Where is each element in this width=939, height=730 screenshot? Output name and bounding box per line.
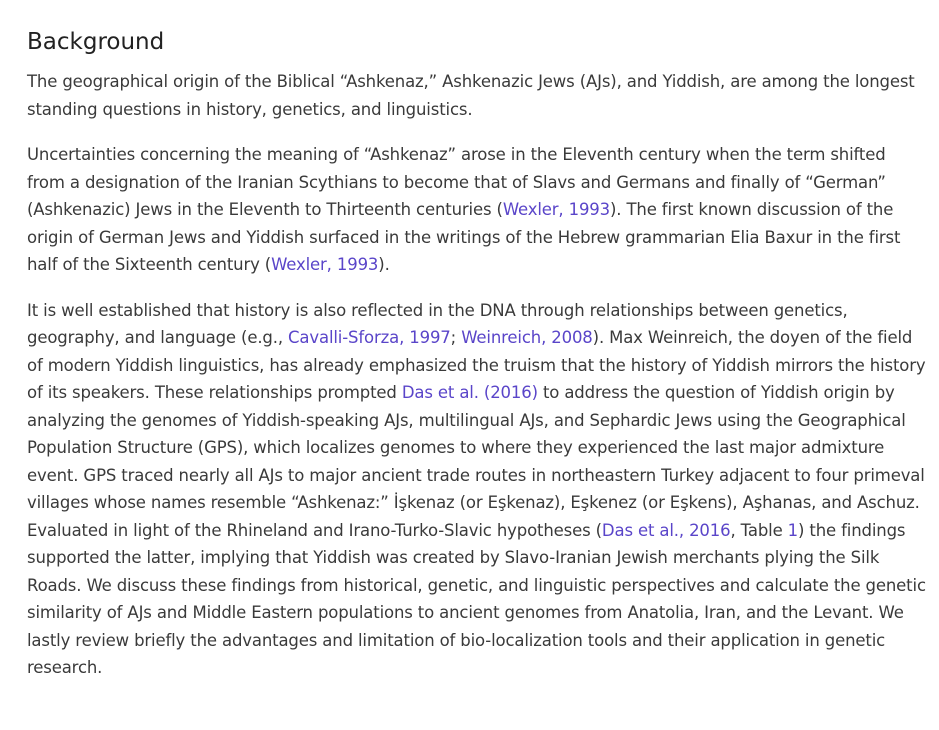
citation-link-wexler-1993[interactable]: Wexler, 1993 — [271, 255, 379, 274]
paragraph-text: ). Max Weinreich, the doyen of the field of modern Yiddish linguistics, has already emphasized the truism that the history of Yiddish mirrors the history of its speakers. These relationships prompted — [27, 328, 926, 402]
paragraph-text: to address the question of Yiddish origin by analyzing the genomes of Yiddish-speaking AJs, multilingual AJs, and Sephardic Jews using the Geographical Population Structure (GPS), which localizes genomes to where they experienced the last major admixture event. GPS traced nearly all AJs to major ancient trade routes in northeastern Turkey adjacent to four primeval villages whose names resemble “Ashkenaz:” İşkenaz (or Eşkenaz), Eşkenez (or Eşkens), Aşhanas, and Aschuz. Evaluated in light of the Rhineland and Irano-Turko-Slavic hypotheses ( — [27, 383, 925, 540]
paragraph-text: It is well established that history is also reflected in the DNA through relationships between genetics, geography, and language (e.g., — [27, 300, 848, 347]
citation-link-wexler-1993[interactable]: Wexler, 1993 — [502, 200, 610, 219]
paragraph-3 — [27, 297, 927, 682]
paragraph-text: ) the findings supported the latter, implying that Yiddish was created by Slavo-Iranian Jewish merchants plying the Silk Roads. We discuss these findings from historical, genetic, and linguistic perspectives and calculate the genetic similarity of AJs and Middle Eastern populations to ancient genomes from Anatolia, Iran, and the Levant. We lastly review briefly the advantages and limitation of bio-localization tools and their application in genetic research. — [27, 520, 926, 677]
paragraph-text: Uncertainties concerning the meaning of “Ashkenaz” arose in the Eleventh century when the term shifted from a designation of the Iranian Scythians to become that of Slavs and Germans and finally of “German” (Ashkenazic) Jews in the Eleventh to Thirteenth centuries ( — [27, 145, 886, 219]
citation-link-das-2016[interactable]: Das et al. (2016) — [401, 383, 538, 402]
paragraph-text: ). The first known discussion of the origin of German Jews and Yiddish surfaced in the writings of the Hebrew grammarian Elia Baxur in the first half of the Sixteenth century ( — [27, 200, 901, 274]
citation-link-cavalli-sforza-1997[interactable]: Cavalli-Sforza, 1997 — [288, 328, 451, 347]
paragraph-text: ; — [450, 328, 462, 347]
citation-link-das-2016[interactable]: Das et al., 2016 — [601, 520, 731, 540]
table-1-link[interactable]: 1 — [787, 520, 799, 540]
section-heading: Background — [27, 29, 165, 55]
paragraph-2 — [27, 141, 927, 279]
citation-link-weinreich-2008[interactable]: Weinreich, 2008 — [461, 328, 593, 347]
paragraph-text: ). — [378, 255, 390, 274]
paragraph-1 — [27, 68, 927, 123]
paragraph-text: The geographical origin of the Biblical “Ashkenaz,” Ashkenazic Jews (AJs), and Yiddish, are among the longest standing questions in history, genetics, and linguistics. — [27, 72, 915, 119]
paragraph-text: , Table — [730, 520, 788, 540]
